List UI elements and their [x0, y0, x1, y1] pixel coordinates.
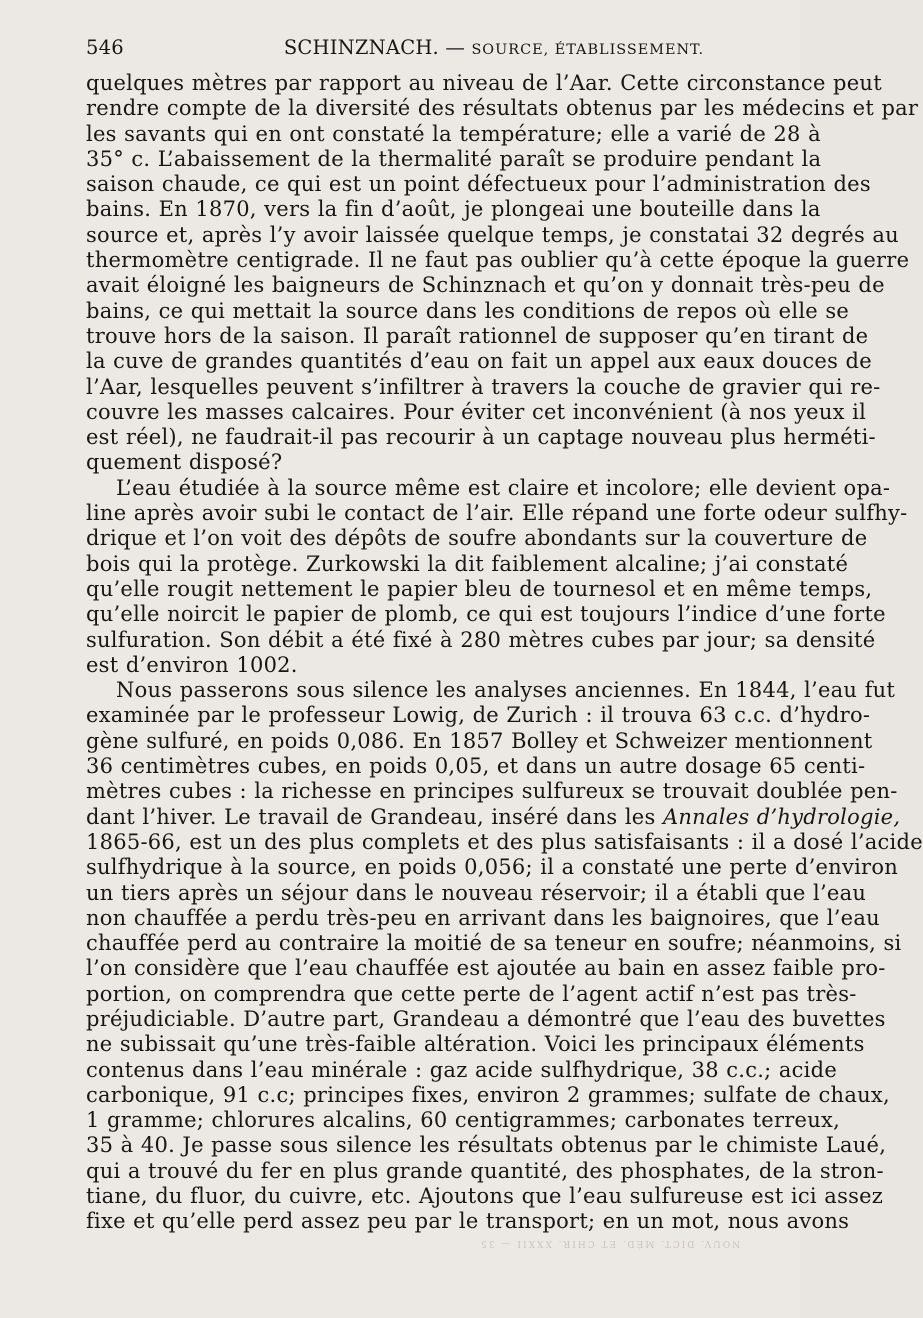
text-line: carbonique, 91 c.c; principes fixes, environ 2 grammes; sulfate de chaux,: [86, 1082, 890, 1107]
text-line: chauffée perd au contraire la moitié de sa teneur en soufre; néanmoins, si: [86, 931, 902, 956]
text-line: bois qui la protège. Zurkowski la dit faiblement alcaline; j’ai constaté: [86, 551, 849, 576]
text-line: tiane, du fluor, du cuivre, etc. Ajoutons que l’eau sulfureuse est ici assez: [86, 1184, 884, 1209]
text-line: quement disposé?: [86, 450, 283, 475]
text-line: portion, on comprendra que cette perte de l’agent actif n’est pas très-: [86, 981, 857, 1006]
text-line: qui a trouvé du fer en plus grande quantité, des phosphates, de la stron-: [86, 1158, 884, 1183]
running-title-main: SCHINZNACH. —: [283, 35, 466, 59]
text-line: bains. En 1870, vers la fin d’août, je plongeai une bouteille dans la: [86, 197, 821, 222]
paragraph-1: [86, 71, 919, 476]
text-line: un tiers après un séjour dans le nouveau réservoir; il a établi que l’eau: [86, 880, 867, 905]
text-line: 36 centimètres cubes, en poids 0,05, et dans un autre dosage 65 centi-: [86, 754, 866, 779]
text-line: source et, après l’y avoir laissée quelque temps, je constatai 32 degrés au: [86, 222, 899, 247]
page-number: 546: [86, 35, 124, 59]
text-line: est réel), ne faudrait-il pas recourir à un captage nouveau plus herméti-: [86, 425, 876, 450]
text-line: 1 gramme; chlorures alcalins, 60 centigrammes; carbonates terreux,: [86, 1108, 841, 1133]
text-line: non chauffée a perdu très-peu en arrivant dans les baignoires, que l’eau: [86, 905, 880, 930]
text-segment: dant l’hiver. Le travail de Grandeau, inséré dans les: [86, 804, 663, 829]
text-line: examinée par le professeur Lowig, de Zurich : il trouva 63 c.c. d’hydro-: [86, 703, 871, 728]
text-line: gène sulfuré, en poids 0,086. En 1857 Bolley et Schweizer mentionnent: [86, 728, 873, 753]
text-line: couvre les masses calcaires. Pour éviter cet inconvénient (à nos yeux il: [86, 399, 867, 424]
text-line: Nous passerons sous silence les analyses anciennes. En 1844, l’eau fut: [116, 678, 896, 703]
text-line: thermomètre centigrade. Il ne faut pas oublier qu’à cette époque la guerre: [86, 248, 910, 273]
text-line: préjudiciable. D’autre part, Grandeau a démontré que l’eau des buvettes: [86, 1006, 886, 1031]
text-line: trouve hors de la saison. Il paraît rationnel de supposer qu’en tirant de: [86, 323, 869, 348]
text-line: 35° c. L’abaissement de la thermalité paraît se produire pendant la: [86, 146, 822, 171]
text-line: l’Aar, lesquelles peuvent s’infiltrer à travers la couche de gravier qui re-: [86, 374, 881, 399]
text-line: drique et l’on voit des dépôts de soufre abondants sur la couverture de: [86, 526, 868, 551]
text-line: line après avoir subi le contact de l’air. Elle répand une forte odeur sulfhy-: [86, 501, 908, 526]
text-line: mètres cubes : la richesse en principes sulfureux se trouvait doublée pen-: [86, 779, 898, 804]
text-line: 1865-66, est un des plus complets et des plus satisfaisants : il a dosé l’acide: [86, 829, 923, 854]
text-line: les savants qui en ont constaté la température; elle a varié de 28 à: [86, 121, 821, 146]
body-text: [86, 71, 923, 1235]
show-through-footer: NOUV. DICT. MÉD. ET CHIR. XXXII — 35: [479, 1238, 740, 1248]
text-line: qu’elle rougit nettement le papier bleu de tournesol et en même temps,: [86, 576, 873, 601]
text-line: ne subissait qu’une très-faible altération. Voici les principaux éléments: [86, 1032, 865, 1057]
text-line: saison chaude, ce qui est un point défectueux pour l’administration des: [86, 172, 871, 197]
text-line: est d’environ 1002.: [86, 652, 298, 677]
text-line: contenus dans l’eau minérale : gaz acide sulfhydrique, 38 c.c.; acide: [86, 1057, 837, 1082]
text-line: l’on considère que l’eau chauffée est ajoutée au bain en assez faible pro-: [86, 956, 886, 981]
text-line-with-italic: [86, 804, 901, 830]
paragraph-2: [86, 475, 908, 678]
text-line: quelques mètres par rapport au niveau de l’Aar. Cette circonstance peut: [86, 71, 882, 95]
paragraph-3: [86, 678, 923, 1235]
text-line: sulfhydrique à la source, en poids 0,056; il a constaté une perte d’environ: [86, 855, 898, 880]
text-line: L’eau étudiée à la source même est claire et incolore; elle devient opa-: [116, 475, 891, 500]
text-line: fixe et qu’elle perd assez peu par le transport; en un mot, nous avons: [86, 1209, 850, 1234]
journal-title: Annales d’hydrologie,: [662, 804, 901, 829]
running-title-section: SOURCE, ÉTABLISSEMENT.: [471, 41, 705, 58]
text-line: qu’elle noircit le papier de plomb, ce qui est toujours l’indice d’une forte: [86, 602, 886, 627]
text-line: rendre compte de la diversité des résultats obtenus par les médecins et par: [86, 96, 919, 121]
text-line: 35 à 40. Je passe sous silence les résultats obtenus par le chimiste Laué,: [86, 1133, 887, 1158]
text-line: sulfuration. Son débit a été fixé à 280 mètres cubes par jour; sa densité: [86, 627, 876, 652]
text-line: bains, ce qui mettait la source dans les conditions de repos où elle se: [86, 298, 850, 323]
text-line: avait éloigné les baigneurs de Schinznach et qu’on y donnait très-peu de: [86, 273, 885, 298]
running-header: [86, 30, 752, 64]
running-title: [236, 36, 752, 59]
text-line: la cuve de grandes quantités d’eau on fait un appel aux eaux douces de: [86, 349, 872, 374]
